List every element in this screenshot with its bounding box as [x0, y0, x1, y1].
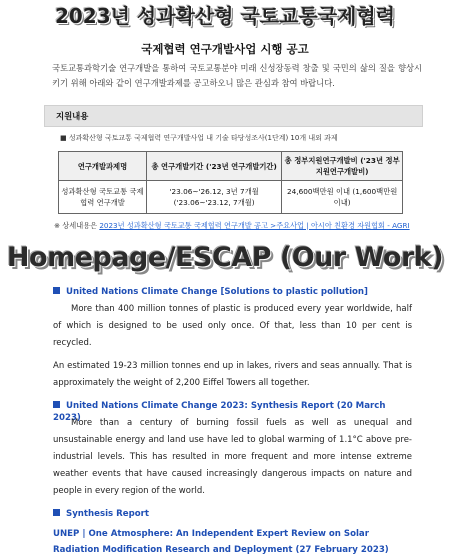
table-header-cell: 총 연구개발기간 ('23년 연구개발기간): [146, 152, 281, 181]
final-heading[interactable]: UNEP | One Atmosphere: An Independent Expert Review on Solar Radiation Modification Research and Deployment (27 February 2023): [53, 529, 389, 555]
blue-square-bullet-icon: [53, 287, 60, 294]
notice-intro: 국토교통과학기술 연구개발을 통하여 국토교통분야 미래 신성장동력 창출 및 국민의 삶의 질을 향상시키기 위해 아래와 같이 연구개발과제를 공고하오니 많은 관심과 참여 바랍니다.: [52, 63, 422, 88]
note-prefix: ※ 상세내용은: [54, 221, 100, 230]
table-cell: 24,600백만원 이내 (1,600백만원 이내): [282, 181, 403, 214]
blue-square-bullet-icon: [53, 509, 60, 516]
paragraph: An estimated 19-23 million tonnes end up in lakes, rivers and seas annually. That is approximately the weight of 2,200 Eiffel Towers all together.: [53, 361, 412, 388]
paragraph: More than 400 million tonnes of plastic is produced every year worldwide, half of which is designed to be used only once. Of that, less than 10 per cent is recycled.: [53, 304, 412, 348]
table-header-row: [59, 152, 403, 181]
support-table: [58, 151, 403, 214]
table-row: [59, 181, 403, 214]
section-heading[interactable]: [53, 508, 412, 520]
support-note: [0, 214, 450, 231]
paragraph: More than a century of burning fossil fuels as well as unequal and unsustainable energy and land use have led to global warming of 1.1°C above pre-industrial levels. This has resulted in more frequent and more intense extreme weather events that have caused increasingly dangerous impacts on nature and people in every region of the world.: [53, 418, 412, 496]
homepage-escap-banner: Homepage/ESCAP (Our Work): [6, 242, 444, 273]
support-heading-box: 지원내용: [44, 105, 423, 127]
blue-square-bullet-icon: [53, 401, 60, 408]
notice-title: 국제협력 연구개발사업 시행 공고: [141, 42, 309, 56]
support-bullet: ■ 성과확산형 국토교통 국제협력 연구개발사업 내 기술 타당성조사(1단계) 10개 내외 과제: [60, 134, 338, 142]
table-header-cell: 총 정부지원연구개발비 ('23년 정부지원연구개발비): [282, 152, 403, 181]
section-heading-text: United Nations Climate Change [Solutions to plastic pollution]: [66, 287, 368, 297]
section-heading-text: United Nations Climate Change 2023: Synthesis Report (20 March 2023): [53, 401, 386, 423]
escap-content: [0, 286, 450, 558]
note-link[interactable]: 2023년 성과확산형 국토교통 국제협력 연구개발 공고 >주요사업 | 아시아 친환경 자원협회 - AGRI: [99, 221, 410, 230]
table-cell: 성과확산형 국토교통 국제협력 연구개발: [59, 181, 147, 214]
section-heading[interactable]: [53, 400, 412, 423]
table-cell: '23.06~'26.12, 3년 7개월 ('23.06~'23.12, 7개월): [146, 181, 281, 214]
section-heading-text: Synthesis Report: [66, 509, 149, 519]
top-banner-title: 2023년 성과확산형 국토교통국제협력: [54, 4, 396, 28]
table-header-cell: 연구개발과제명: [59, 152, 147, 181]
section-heading[interactable]: [53, 286, 412, 298]
